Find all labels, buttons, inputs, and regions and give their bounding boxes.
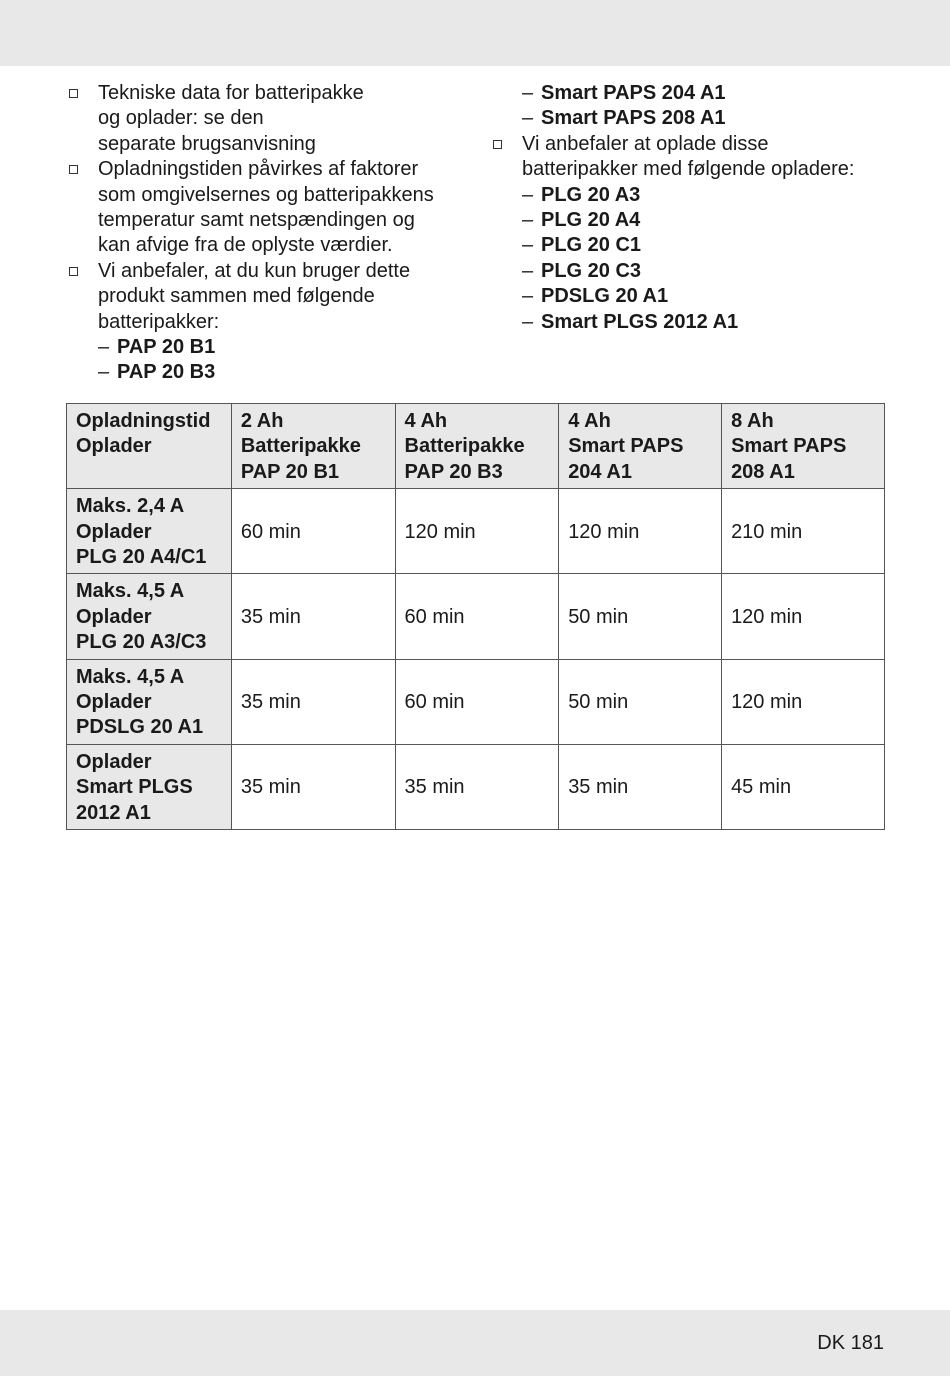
table-cell: 120 min	[395, 489, 559, 574]
table-cell: 210 min	[722, 489, 885, 574]
charger-item	[522, 208, 910, 233]
table-cell: 45 min	[722, 744, 885, 829]
bullet-text: produkt sammen med følgende	[98, 285, 375, 308]
row-label-line: Smart PLGS	[76, 776, 193, 799]
row-label-line: Oplader	[76, 605, 152, 628]
checkbox-bullet-icon	[69, 165, 78, 174]
row-label-line: PLG 20 A3/C3	[76, 631, 207, 654]
row-label-line: Oplader	[76, 520, 152, 543]
dash-icon: –	[522, 82, 534, 104]
header-line: PAP 20 B1	[240, 460, 340, 483]
header-line: 4 Ah	[404, 410, 448, 432]
table-header-cell	[395, 404, 559, 489]
charger-name: Smart PLGS 2012 A1	[541, 310, 739, 333]
table-row	[67, 574, 885, 659]
charging-time-table	[66, 403, 885, 830]
table-row	[67, 744, 885, 829]
table-cell: 60 min	[395, 659, 559, 744]
table-cell: 35 min	[559, 744, 722, 829]
table-cell: 50 min	[559, 659, 722, 744]
table-cell: 35 min	[231, 744, 395, 829]
table-header-cell	[231, 404, 395, 489]
bullet-text: batteripakker:	[98, 310, 220, 333]
table-cell: 60 min	[231, 489, 395, 574]
dash-icon: –	[98, 336, 110, 359]
page-number: DK 181	[817, 1332, 884, 1354]
row-label-line: Maks. 4,5 A	[76, 665, 185, 688]
table-cell: 120 min	[722, 574, 885, 659]
table-cell: 35 min	[231, 659, 395, 744]
checkbox-bullet-icon	[69, 267, 78, 276]
table-cell: 120 min	[722, 659, 885, 744]
bullet-text: Vi anbefaler, at du kun bruger dette	[98, 259, 411, 282]
checkbox-bullet-icon	[69, 89, 78, 98]
bullet-text: separate brugsanvisning	[98, 132, 316, 155]
bullet-text: Opladningstiden påvirkes af faktorer	[98, 158, 419, 181]
bullet-text: Vi anbefaler at oplade disse	[522, 132, 769, 155]
header-line: 204 A1	[568, 460, 632, 483]
table-header-cell	[67, 404, 232, 489]
row-header-cell	[67, 574, 232, 659]
battery-name: PAP 20 B1	[117, 336, 216, 359]
charger-list	[490, 183, 910, 335]
header-line: 8 Ah	[731, 410, 774, 432]
header-line: Batteripakke	[240, 435, 361, 458]
header-line: Smart PAPS	[568, 435, 684, 458]
header-line: Oplader	[76, 435, 152, 458]
bullet-item	[490, 132, 910, 183]
battery-item	[98, 360, 486, 385]
table-cell: 35 min	[231, 574, 395, 659]
header-line: 2 Ah	[240, 410, 284, 432]
bullet-text: batteripakker med følgende opladere:	[522, 158, 855, 181]
battery-name: PAP 20 B3	[117, 361, 216, 384]
left-column	[66, 81, 486, 386]
header-line: Smart PAPS	[731, 435, 847, 458]
table-cell: 50 min	[559, 574, 722, 659]
charger-name: PLG 20 C1	[541, 234, 642, 257]
table-row	[67, 659, 885, 744]
table-header-cell	[559, 404, 722, 489]
header-line: PAP 20 B3	[404, 460, 503, 483]
table-cell: 120 min	[559, 489, 722, 574]
row-label-line: Oplader	[76, 691, 152, 714]
dash-icon: –	[522, 209, 534, 232]
row-label-line: Maks. 2,4 A	[76, 495, 185, 518]
bullet-text: som omgivelsernes og batteripakkens	[98, 183, 434, 206]
bullet-text: kan afvige fra de oplyste værdier.	[98, 234, 393, 257]
battery-list-continued	[490, 81, 910, 132]
bullet-item	[66, 81, 486, 157]
charger-name: PDSLG 20 A1	[541, 285, 669, 308]
table-cell: 60 min	[395, 574, 559, 659]
row-label-line: PLG 20 A4/C1	[76, 546, 207, 569]
charger-name: PLG 20 A3	[541, 183, 641, 206]
bullet-text: temperatur samt netspændingen og	[98, 209, 415, 232]
row-label-line: 2012 A1	[76, 801, 151, 824]
table-header-row	[67, 404, 885, 489]
dash-icon: –	[522, 310, 534, 333]
battery-item	[522, 81, 910, 106]
row-header-cell	[67, 744, 232, 829]
bullet-item	[66, 157, 486, 259]
charger-item	[522, 233, 910, 258]
charger-item	[522, 259, 910, 284]
table-cell: 35 min	[395, 744, 559, 829]
dash-icon: –	[98, 361, 110, 384]
battery-list	[66, 335, 486, 386]
bullet-text: Tekniske data for batteripakke	[98, 82, 364, 104]
header-line: 4 Ah	[568, 410, 611, 432]
dash-icon: –	[522, 234, 534, 257]
charger-name: PLG 20 A4	[541, 209, 641, 232]
row-header-cell	[67, 489, 232, 574]
header-band	[0, 0, 950, 66]
row-label-line: PDSLG 20 A1	[76, 716, 204, 739]
bullet-item	[66, 259, 486, 335]
charger-item	[522, 310, 910, 335]
dash-icon: –	[522, 285, 534, 308]
dash-icon: –	[522, 107, 534, 130]
bullet-text: og oplader: se den	[98, 107, 264, 130]
checkbox-bullet-icon	[493, 140, 502, 149]
charger-item	[522, 183, 910, 208]
right-column	[490, 81, 910, 335]
header-line: Opladningstid	[76, 410, 211, 432]
row-header-cell	[67, 659, 232, 744]
row-label-line: Oplader	[76, 750, 152, 773]
footer-band	[0, 1310, 950, 1376]
dash-icon: –	[522, 183, 534, 206]
row-label-line: Maks. 4,5 A	[76, 580, 185, 603]
battery-name: Smart PAPS 208 A1	[541, 107, 726, 130]
charger-item	[522, 284, 910, 309]
table-header-cell	[722, 404, 885, 489]
charger-name: PLG 20 C3	[541, 259, 642, 282]
battery-name: Smart PAPS 204 A1	[541, 82, 726, 104]
header-line: 208 A1	[731, 460, 795, 483]
dash-icon: –	[522, 259, 534, 282]
header-line: Batteripakke	[404, 435, 525, 458]
battery-item	[522, 106, 910, 131]
battery-item	[98, 335, 486, 360]
table-row	[67, 489, 885, 574]
